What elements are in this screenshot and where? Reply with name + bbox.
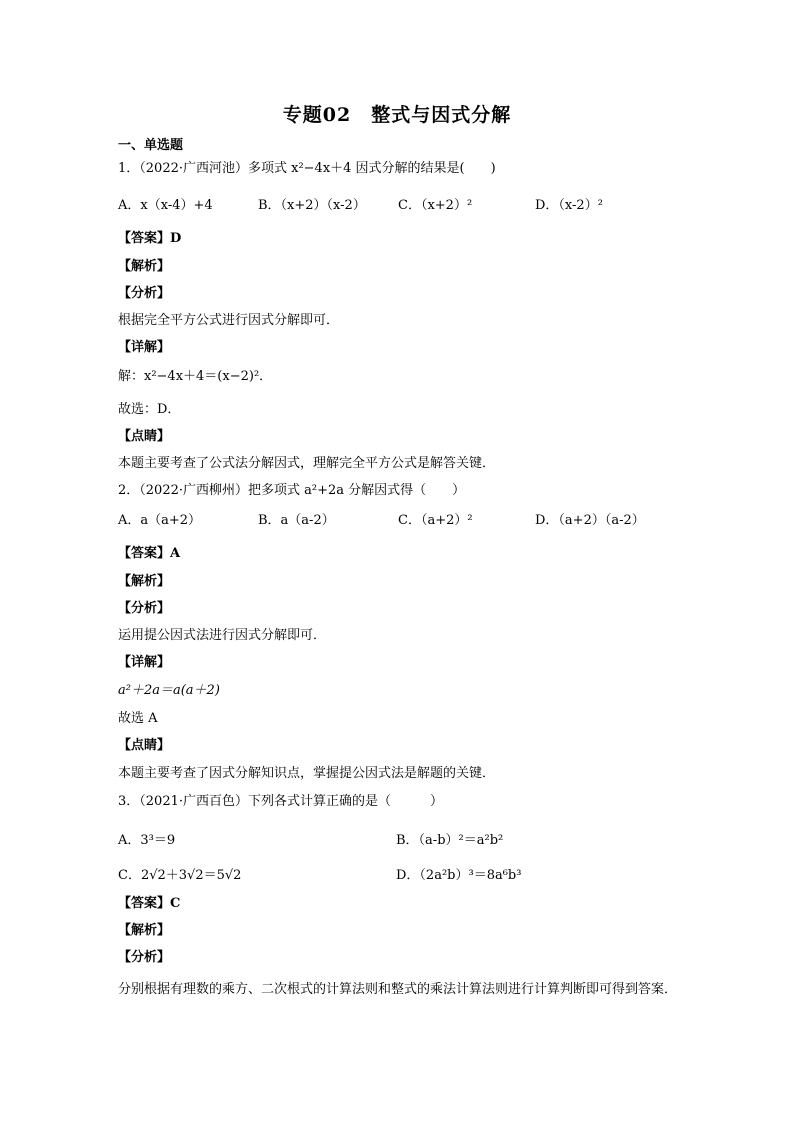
q2-option-a: A．a（a+2） bbox=[118, 513, 202, 528]
q2-xiangjie-heading: 【详解】 bbox=[118, 655, 171, 670]
q3-option-d: D．（2a²b）³＝8a⁶b³ bbox=[396, 868, 522, 883]
q3-fenxi-heading: 【分析】 bbox=[118, 950, 171, 965]
q2-fenxi-heading: 【分析】 bbox=[118, 601, 171, 616]
q2-option-b: B．a（a-2） bbox=[258, 513, 335, 528]
q3-option-c: C．2√2＋3√2＝5√2 bbox=[118, 868, 242, 883]
q3-option-b: B．（a-b）²＝a²b² bbox=[396, 833, 504, 848]
q2-option-d: D．（a+2）（a-2） bbox=[535, 513, 645, 528]
q1-xiangjie-text: 解：x²−4x＋4＝(x−2)²． bbox=[118, 369, 273, 384]
q3-fenxi-text: 分别根据有理数的乘方、二次根式的计算法则和整式的乘法计算法则进行计算判断即可得到答案． bbox=[118, 982, 678, 997]
q1-analysis-heading: 【解析】 bbox=[118, 259, 171, 274]
q1-stem: 1．（2022·广西河池）多项式 x²−4x＋4 因式分解的结果是( ) bbox=[118, 161, 496, 176]
q3-option-a: A．3³＝9 bbox=[118, 833, 176, 848]
q2-dianjing-text: 本题主要考查了因式分解知识点，掌握提公因式法是解题的关键． bbox=[118, 766, 496, 781]
section-heading: 一、单选题 bbox=[118, 138, 184, 153]
q3-analysis-heading: 【解析】 bbox=[118, 923, 171, 938]
q3-stem: 3．（2021·广西百色）下列各式计算正确的是（ ） bbox=[118, 794, 443, 809]
q2-stem: 2．（2022·广西柳州）把多项式 a²+2a 分解因式得（ ） bbox=[118, 483, 466, 498]
q1-dianjing-text: 本题主要考查了公式法分解因式，理解完全平方公式是解答关键． bbox=[118, 456, 496, 471]
q2-xiangjie-text: a²＋2a＝a(a＋2) bbox=[118, 683, 220, 698]
q1-option-a: A．x（x-4）+4 bbox=[118, 198, 213, 213]
q1-option-c: C．（x+2）² bbox=[398, 198, 473, 213]
q1-dianjing-heading: 【点睛】 bbox=[118, 429, 171, 444]
q2-answer: 【答案】A bbox=[118, 546, 181, 561]
q1-fenxi-text: 根据完全平方公式进行因式分解即可． bbox=[118, 313, 340, 328]
q2-option-c: C．（a+2）² bbox=[398, 513, 473, 528]
q1-option-b: B．（x+2）（x-2） bbox=[258, 198, 366, 213]
q1-answer: 【答案】D bbox=[118, 231, 182, 246]
q1-xiangjie-heading: 【详解】 bbox=[118, 340, 171, 355]
q2-dianjing-heading: 【点睛】 bbox=[118, 738, 171, 753]
q2-fenxi-text: 运用提公因式法进行因式分解即可． bbox=[118, 628, 327, 643]
page-title: 专题02 整式与因式分解 bbox=[282, 104, 512, 126]
q1-choose-text: 故选：D． bbox=[118, 402, 181, 417]
q2-analysis-heading: 【解析】 bbox=[118, 574, 171, 589]
q2-choose-text: 故选 A bbox=[118, 711, 158, 726]
q1-fenxi-heading: 【分析】 bbox=[118, 286, 171, 301]
q1-option-d: D．（x-2）² bbox=[535, 198, 603, 213]
q3-answer: 【答案】C bbox=[118, 896, 181, 911]
